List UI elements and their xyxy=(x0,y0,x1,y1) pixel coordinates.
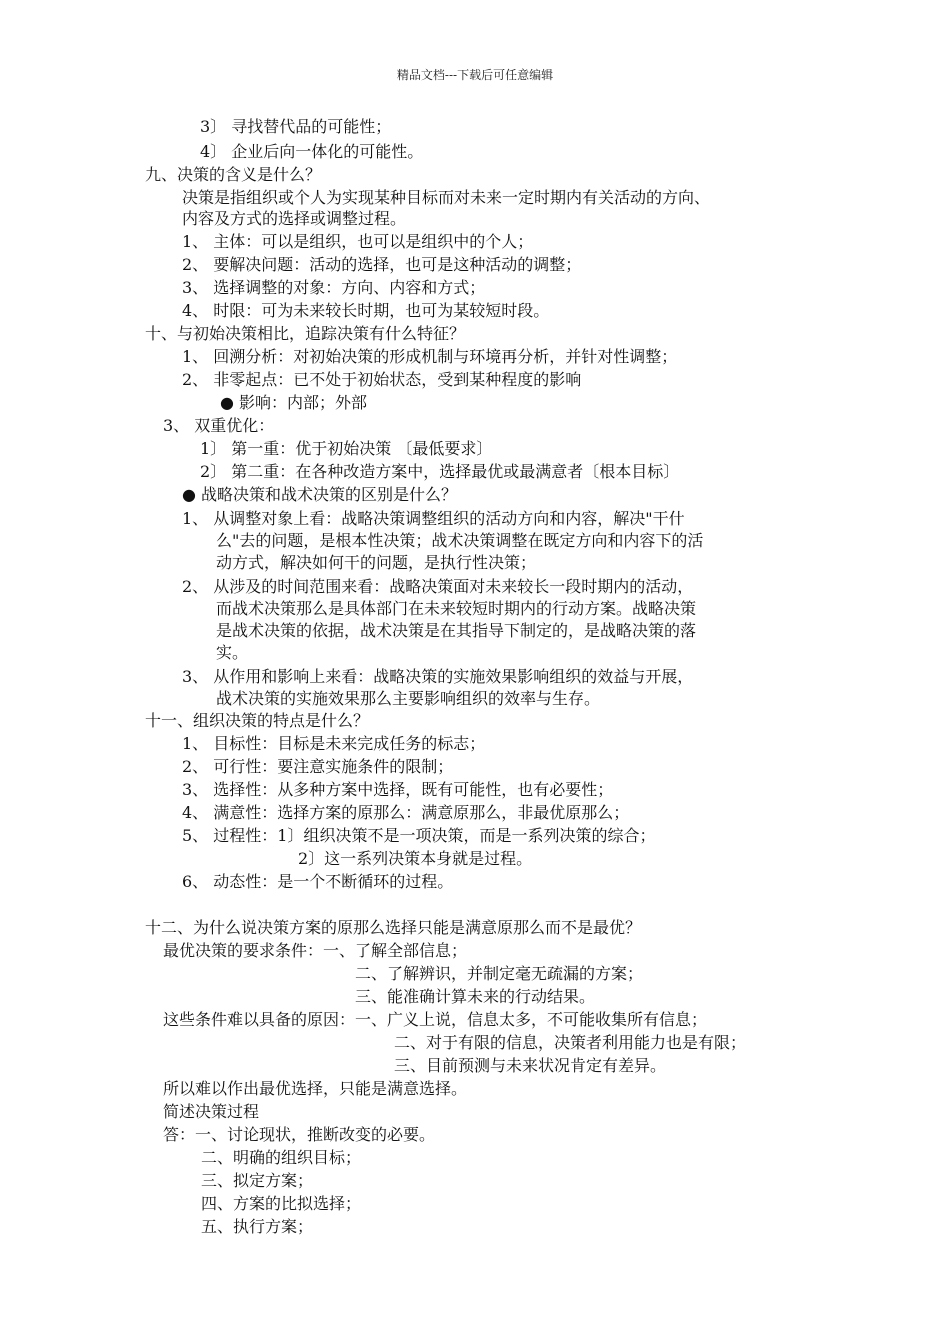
text-line: 4〕 企业后向一体化的可能性。 xyxy=(200,142,424,161)
text-line: 3、 从作用和影响上来看：战略决策的实施效果影响组织的效益与开展， xyxy=(182,667,694,686)
text-line: 1、 从调整对象上看：战略决策调整组织的活动方向和内容，解决"干什 xyxy=(182,509,685,528)
text-line: 三、能准确计算未来的行动结果。 xyxy=(355,987,596,1006)
text-line: 4、 时限：可为未来较长时期，也可为某较短时段。 xyxy=(182,301,550,320)
text-line: 3、 选择性：从多种方案中选择，既有可能性，也有必要性； xyxy=(182,780,614,799)
text-line: 三、目前预测与未来状况肯定有差异。 xyxy=(394,1056,667,1075)
text-line: 二、了解辨识，并制定毫无疏漏的方案； xyxy=(355,964,644,983)
text-line: 2、 从涉及的时间范围来看：战略决策面对未来较长一段时期内的活动， xyxy=(182,577,694,596)
text-line: 1、 目标性：目标是未来完成任务的标志； xyxy=(182,734,486,753)
text-line: 而战术决策那么是具体部门在未来较短时期内的行动方案。战略决策 xyxy=(216,599,697,618)
text-line: 2、 非零起点：已不处于初始状态，受到某种程度的影响 xyxy=(182,370,582,389)
text-line: 四、方案的比拟选择； xyxy=(201,1194,362,1213)
text-line: ● 战略决策和战术决策的区别是什么？ xyxy=(182,485,458,504)
text-line: 2、 要解决问题：活动的选择，也可是这种活动的调整； xyxy=(182,255,582,274)
text-line: 2、 可行性：要注意实施条件的限制； xyxy=(182,757,454,776)
text-line: 1、 回溯分析：对初始决策的形成机制与环境再分析，并针对性调整； xyxy=(182,347,678,366)
text-line: 2〕 第二重：在各种改造方案中，选择最优或最满意者〔根本目标〕 xyxy=(200,462,680,481)
text-line: 二、对于有限的信息，决策者利用能力也是有限； xyxy=(394,1033,747,1052)
text-line: 答：一、讨论现状，推断改变的必要。 xyxy=(163,1125,436,1144)
text-line: 十、与初始决策相比，追踪决策有什么特征？ xyxy=(145,324,466,343)
text-line: 3、 双重优化： xyxy=(163,416,275,435)
text-line: 内容及方式的选择或调整过程。 xyxy=(182,209,407,228)
text-line: 三、拟定方案； xyxy=(201,1171,314,1190)
text-line: 所以难以作出最优选择，只能是满意选择。 xyxy=(163,1079,468,1098)
text-line: 战术决策的实施效果那么主要影响组织的效率与生存。 xyxy=(216,689,601,708)
text-line: 五、执行方案； xyxy=(201,1217,314,1236)
text-line: 5、 过程性：1〕组织决策不是一项决策，而是一系列决策的综合； xyxy=(182,826,656,845)
page-header: 精品文档---下载后可任意编辑 xyxy=(396,68,554,82)
text-line: 决策是指组织或个人为实现某种目标而对未来一定时期内有关活动的方向、 xyxy=(182,188,711,207)
text-line: 二、明确的组织目标； xyxy=(201,1148,362,1167)
text-line: 九、决策的含义是什么？ xyxy=(145,165,322,184)
text-line: 最优决策的要求条件：一、了解全部信息； xyxy=(163,941,468,960)
text-line: 3、 选择调整的对象：方向、内容和方式； xyxy=(182,278,486,297)
text-line: 是战术决策的依据，战术决策是在其指导下制定的，是战略决策的落 xyxy=(216,621,697,640)
text-line: 十二、为什么说决策方案的原那么选择只能是满意原那么而不是最优？ xyxy=(145,918,642,937)
text-line: ● 影响：内部；外部 xyxy=(220,393,368,412)
text-line: 实。 xyxy=(216,643,249,662)
text-line: 十一、组织决策的特点是什么？ xyxy=(145,711,370,730)
text-line: 简述决策过程 xyxy=(163,1102,260,1121)
text-line: 动方式，解决如何干的问题，是执行性决策； xyxy=(216,553,537,572)
text-line: 1〕 第一重：优于初始决策 〔最低要求〕 xyxy=(200,439,493,458)
text-line: 这些条件难以具备的原因：一、广义上说，信息太多，不可能收集所有信息； xyxy=(163,1010,708,1029)
text-line: 1、 主体：可以是组织，也可以是组织中的个人； xyxy=(182,232,534,251)
text-line: 么"去的问题，是根本性决策；战术决策调整在既定方向和内容下的活 xyxy=(216,531,704,550)
text-line: 3〕 寻找替代品的可能性； xyxy=(200,117,392,136)
text-line: 4、 满意性：选择方案的原那么：满意原那么，非最优原那么； xyxy=(182,803,630,822)
text-line: 6、 动态性：是一个不断循环的过程。 xyxy=(182,872,454,891)
text-line: 2〕这一系列决策本身就是过程。 xyxy=(298,849,533,868)
